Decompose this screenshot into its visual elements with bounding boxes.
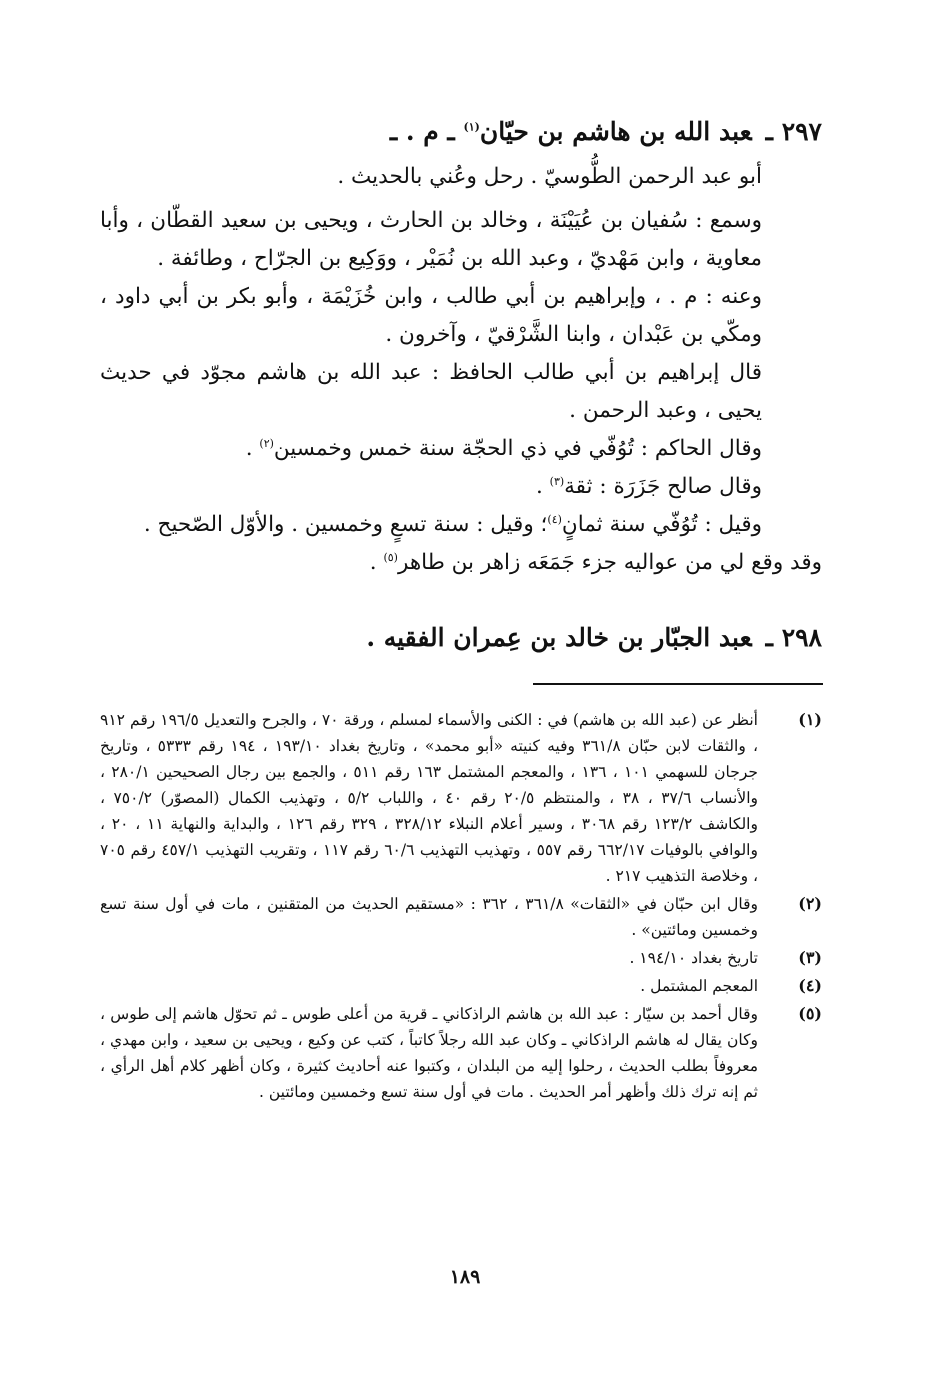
footnote-ref-1[interactable]: (١) — [463, 120, 480, 134]
footnotes — [100, 707, 822, 1107]
footnote-4-text: المعجم المشتمل . — [640, 977, 758, 995]
entry-297-opinion: قال إبراهيم بن أبي طالب الحافظ : عبد الله بن هاشم مجوّد في حديث يحيى ، وعبد الرحمن . — [100, 360, 762, 423]
footnote-1-text: أنظر عن (عبد الله بن هاشم) في : الكنى والأسماء لمسلم ، ورقة ٧٠ ، والجرح والتعديل ١٩٦/٥ رقم ٩١٢ ، والثقات لابن حبّان ٣٦١/٨ وفيه كنيته «أبو محمد» ، وتاريخ بغداد ١٩٣/١٠ ، ١٩٤ رقم ٥٣٣٣ ، وتاريخ جرجان للسهمي ١٠١ ، ١٣٦ ، والمعجم المشتمل ١٦٣ رقم ٥١١ ، والجمع بين رجال الصحيحين ٢٨٠/١ ، والأنساب ٣٧/٦ ، ٣٨ ، والمنتظم ٢٠/٥ رقم ٤٠ ، واللباب ٥/٢ ، وتهذيب الكمال (المصوّر) ٧٥٠/٢ ، والكاشف ١٢٣/٢ رقم ٣٠٦٨ ، وسير أعلام النبلاء ٣٢٨/١٢ ، ٣٢٩ رقم ١٢٦ ، والبداية والنهاية ١١ ، ٢٠ ، والوافي بالوفيات ٦٦٢/١٧ رقم ٥٥٧ ، وتهذيب التهذيب ٦٠/٦ رقم ١١٧ ، وتقريب التهذيب ٤٥٧/١ رقم ٧٠٥ ، وخلاصة التذهيب ٢١٧ . — [100, 711, 758, 885]
entry-297-death-hakim — [100, 430, 822, 468]
footnote-1-mark: (١) — [798, 710, 822, 729]
entry-297-kunya: أبو عبد الرحمن الطُّوسيّ . رحل وعُني بالحديث . — [337, 164, 762, 189]
entry-297-code: ـ م . ـ — [389, 117, 455, 146]
footnote-2-mark: (٢) — [798, 894, 822, 913]
entry-297-saleh-end: . — [535, 474, 550, 499]
footnote-5-mark: (٥) — [798, 1004, 822, 1023]
footnote-ref-2[interactable]: (٢) — [259, 436, 274, 450]
footnote-divider — [533, 683, 823, 685]
entry-298-title: عبد الجبّار بن خالد بن عِمران الفقيه . — [366, 623, 752, 652]
entry-297-saleh-text: وقال صالح جَزَرَة : ثقة — [564, 474, 762, 499]
entry-297-number: ٢٩٧ ـ — [765, 117, 822, 146]
entry-297-other-dates — [100, 506, 822, 544]
footnote-3-mark: (٣) — [798, 948, 822, 967]
entry-298-heading — [100, 618, 822, 658]
footnote-4-mark: (٤) — [798, 976, 822, 995]
entry-297-other-dates-a: وقيل : تُوُفّي سنة ثمانٍ — [561, 512, 762, 537]
entry-298-number: ٢٩٨ ـ — [765, 623, 822, 652]
footnote-1 — [100, 707, 822, 889]
entry-297-awali-text: وقد وقع لي من عواليه جزء جَمَعَه زاهر بن طاهر — [397, 550, 822, 575]
entry-297-death-hakim-text: وقال الحاكم : تُوُفّي في ذي الحجّة سنة خمس وخمسين — [273, 436, 762, 461]
entry-297-awali — [100, 544, 822, 582]
footnote-3 — [100, 945, 822, 971]
footnote-3-text: تاريخ بغداد ١٩٤/١٠ . — [629, 949, 758, 967]
footnote-4 — [100, 973, 822, 999]
footnote-ref-3[interactable]: (٣) — [549, 474, 565, 488]
entry-297-body — [100, 158, 822, 582]
footnote-2 — [100, 891, 822, 943]
footnote-2-text: وقال ابن حبّان في «الثقات» ٣٦١/٨ ، ٣٦٢ : «مستقيم الحديث من المتقنين ، مات في أول سنة تسع وخمسين ومائتين» . — [100, 895, 758, 939]
entry-297-heading — [100, 112, 822, 152]
entry-297-other-dates-b: ؛ وقيل : سنة تسعٍ وخمسين . والأوّل الصّحيح . — [143, 512, 548, 537]
entry-297-students: وعنه : م . ، وإبراهيم بن أبي طالب ، وابن خُزَيْمَة ، وأبو بكر بن أبي داود ، ومكّي بن عَبْدان ، وابنا الشَّرْقيّ ، وآخرون . — [100, 284, 762, 347]
entry-297-awali-end: . — [369, 550, 384, 575]
footnote-5-text: وقال أحمد بن سيّار : عبد الله بن هاشم الراذكاني ـ قرية من أعلى طوس ـ ثم تحوّل هاشم إلى طوس ، وكان يقال له هاشم الراذكاني ـ وكان عبد الله رجلاً كاتباً ، كتب عن وكيع ، ويحيى بن سعيد ، وابن مهدي ، معروفاً بطلب الحديث ، رحلوا إليه من البلدان ، وكتبوا عنه أحاديث كثيرة ، وكان أظهر كلام أهل الرأي ، ثم إنه ترك ذلك وأظهر أمر الحديث . مات في أول سنة تسع وخمسين ومائتين . — [100, 1005, 758, 1101]
entry-297-teachers: وسمع : سُفيان بن عُيَيْنَة ، وخالد بن الحارث ، ويحيى بن سعيد القطّان ، وأبا معاوية ، وابن مَهْديّ ، وعبد الله بن نُمَيْر ، ووَكِيع بن الجرّاح ، وطائفة . — [100, 208, 762, 271]
footnote-5 — [100, 1001, 822, 1105]
footnote-ref-5[interactable]: (٥) — [383, 550, 398, 564]
entry-297-saleh — [100, 468, 822, 506]
page-number: ١٨٩ — [449, 1266, 481, 1288]
entry-297-death-hakim-end: . — [245, 436, 260, 461]
entry-297-title: عبد الله بن هاشم بن حيّان — [479, 117, 752, 146]
footnote-ref-4[interactable]: (٤) — [547, 512, 562, 526]
